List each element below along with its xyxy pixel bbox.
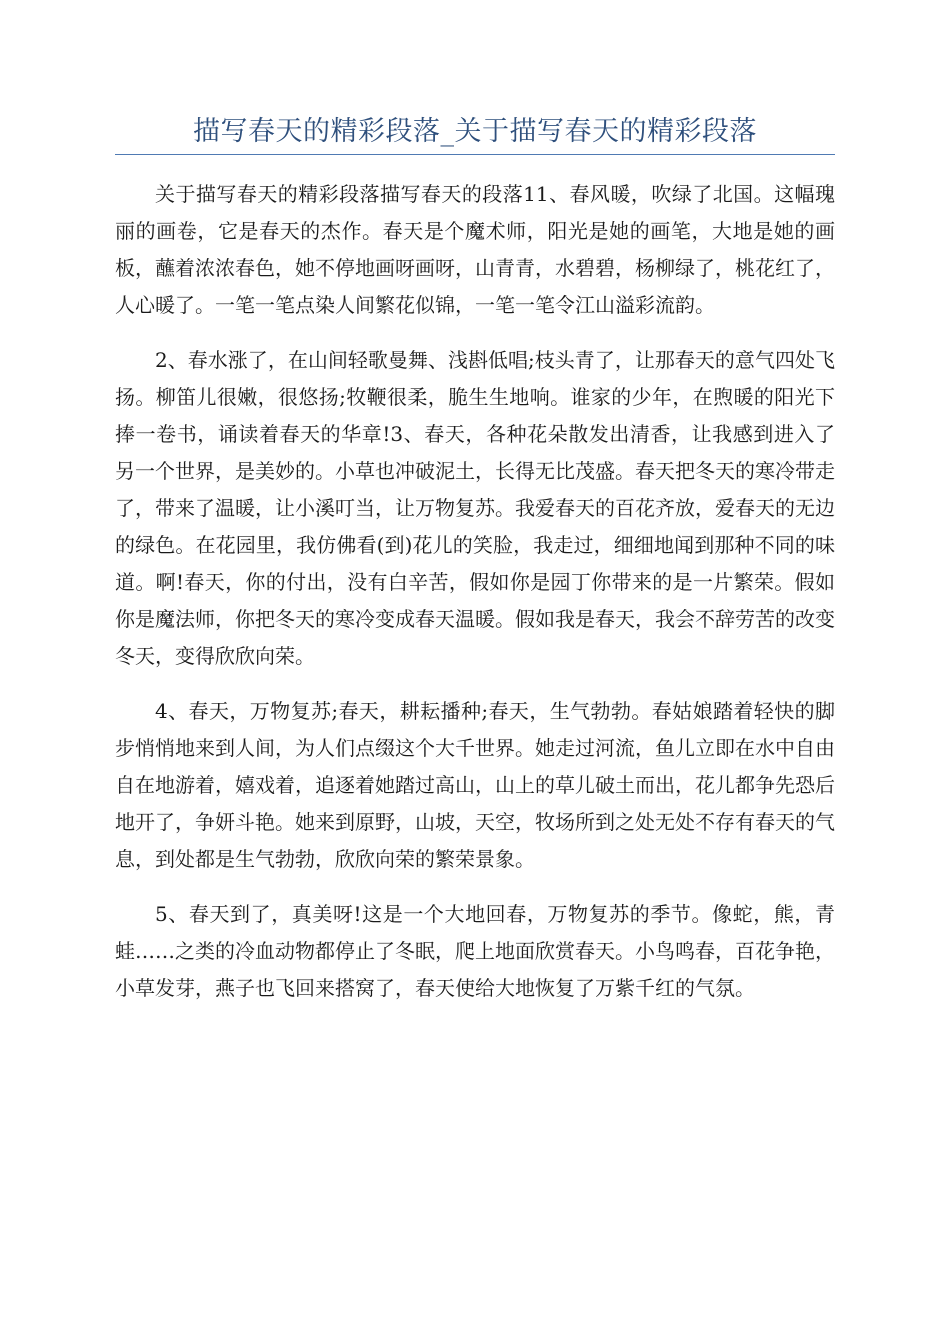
title-underline bbox=[115, 154, 835, 155]
paragraph-3: 4、春天，万物复苏;春天，耕耘播种;春天，生气勃勃。春姑娘踏着轻快的脚步悄悄地来到人间，为人们点缀这个大千世界。她走过河流，鱼儿立即在水中自由自在地游着，嬉戏着，追逐着她踏过高山，山上的草儿破土而出，花儿都争先恐后地开了，争妍斗艳。她来到原野，山坡，天空，牧场所到之处无处不存有春天的气息，到处都是生气勃勃，欣欣向荣的繁荣景象。 bbox=[115, 699, 835, 871]
document-title: 描写春天的精彩段落_关于描写春天的精彩段落 bbox=[193, 116, 757, 147]
paragraph-1: 关于描写春天的精彩段落描写春天的段落11、春风暖，吹绿了北国。这幅瑰丽的画卷，它是春天的杰作。春天是个魔术师，阳光是她的画笔，大地是她的画板，蘸着浓浓春色，她不停地画呀画呀，山青青，水碧碧，杨柳绿了，桃花红了，人心暖了。一笔一笔点染人间繁花似锦，一笔一笔令江山溢彩流韵。 bbox=[115, 182, 835, 317]
paragraph-4: 5、春天到了，真美呀!这是一个大地回春，万物复苏的季节。像蛇，熊，青蛙……之类的冷血动物都停止了冬眠，爬上地面欣赏春天。小鸟鸣春，百花争艳，小草发芽，燕子也飞回来搭窝了，春天使给大地恢复了万紫千红的气氛。 bbox=[115, 902, 835, 1000]
document-body bbox=[115, 176, 835, 1025]
paragraph-2: 2、春水涨了，在山间轻歌曼舞、浅斟低唱;枝头青了，让那春天的意气四处飞扬。柳笛儿很嫩，很悠扬;牧鞭很柔，脆生生地响。谁家的少年，在煦暖的阳光下捧一卷书，诵读着春天的华章!3、春天，各种花朵散发出清香，让我感到进入了另一个世界，是美妙的。小草也冲破泥土，长得无比茂盛。春天把冬天的寒冷带走了，带来了温暖，让小溪叮当，让万物复苏。我爱春天的百花齐放，爱春天的无边的绿色。在花园里，我仿佛看(到)花儿的笑脸，我走过，细细地闻到那种不同的味道。啊!春天，你的付出，没有白辛苦，假如你是园丁你带来的是一片繁荣。假如你是魔法师，你把冬天的寒冷变成春天温暖。假如我是春天，我会不辞劳苦的改变冬天，变得欣欣向荣。 bbox=[115, 348, 835, 668]
